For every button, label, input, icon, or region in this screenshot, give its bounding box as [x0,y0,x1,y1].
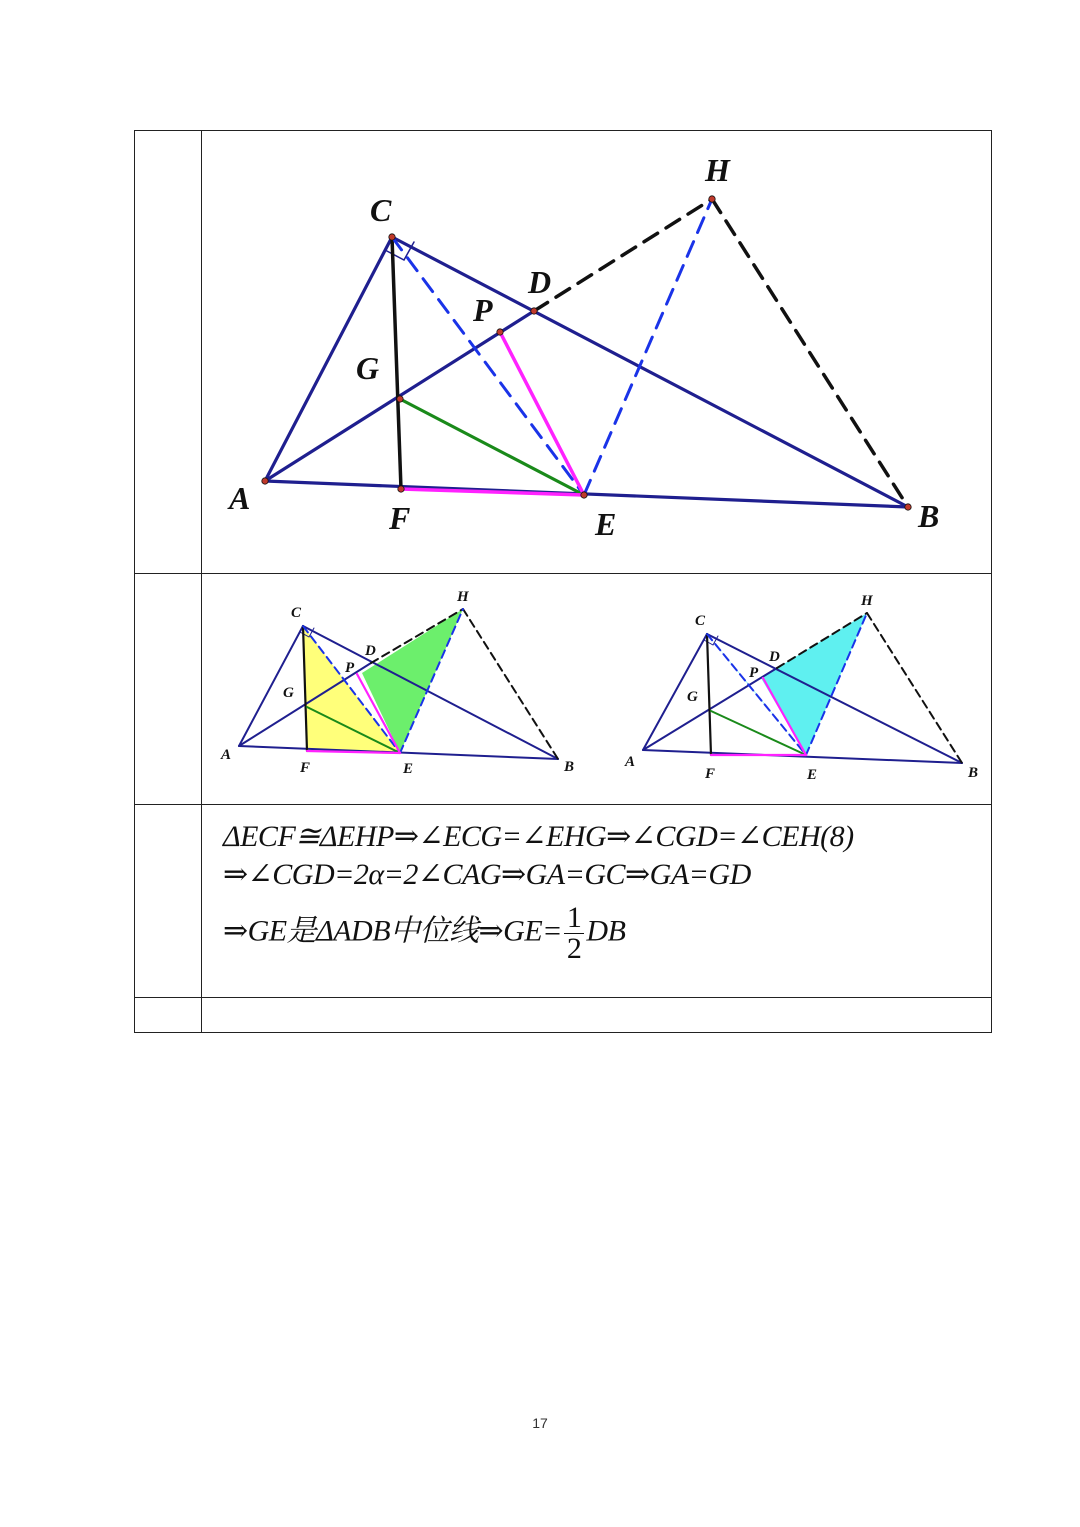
proof-line-2: ⇒∠CGD=2α=2∠CAG⇒GA=GC⇒GA=GD [223,858,751,891]
point-label-h: H [705,152,730,188]
page-number: 17 [532,1415,548,1431]
small-figure-right [619,583,991,795]
proof-line-3 [223,903,625,964]
point-label-c: C [370,192,392,228]
main-geometry-figure [215,151,975,561]
small-left-label-p: P [345,660,355,676]
small-right-label-b: B [968,765,979,781]
small-left-label-c: C [291,605,302,621]
small-figure-left [215,583,595,795]
small-right-label-c: C [695,613,706,629]
point-label-e: E [595,506,617,542]
table-row-divider-2 [135,804,991,805]
table-row-divider-3 [135,997,991,998]
small-left-label-e: E [403,761,414,777]
small-right-label-d: D [769,649,780,665]
fraction-numerator: 1 [564,903,585,934]
small-right-label-g: G [687,689,698,705]
proof-line-3-prefix: ⇒GE是ΔADB中位线⇒GE= [223,914,562,948]
fraction-one-half [564,903,585,964]
proof-line-1: ΔECF≅ΔEHP⇒∠ECG=∠EHG⇒∠CGD=∠CEH(8) [223,820,854,853]
small-right-label-h: H [861,593,873,609]
proof-line-3-suffix: DB [586,914,626,948]
small-right-label-e: E [807,767,818,783]
point-label-f: F [389,500,411,536]
small-left-label-f: F [300,760,311,776]
point-label-p: P [473,292,493,328]
small-left-label-a: A [221,747,232,763]
point-label-a: A [229,480,251,516]
point-label-b: B [918,498,940,534]
small-right-label-p: P [749,665,759,681]
fraction-denominator: 2 [566,932,582,965]
table-column-divider [201,131,202,1032]
point-label-d: D [528,264,552,300]
table-row-divider-1 [135,573,991,574]
proof-table [134,130,992,1033]
small-left-label-d: D [365,643,376,659]
small-right-label-a: A [625,754,636,770]
small-left-label-g: G [283,685,294,701]
point-label-g: G [356,350,380,386]
small-left-label-b: B [564,759,575,775]
small-right-label-f: F [705,766,716,782]
small-left-label-h: H [457,589,469,605]
